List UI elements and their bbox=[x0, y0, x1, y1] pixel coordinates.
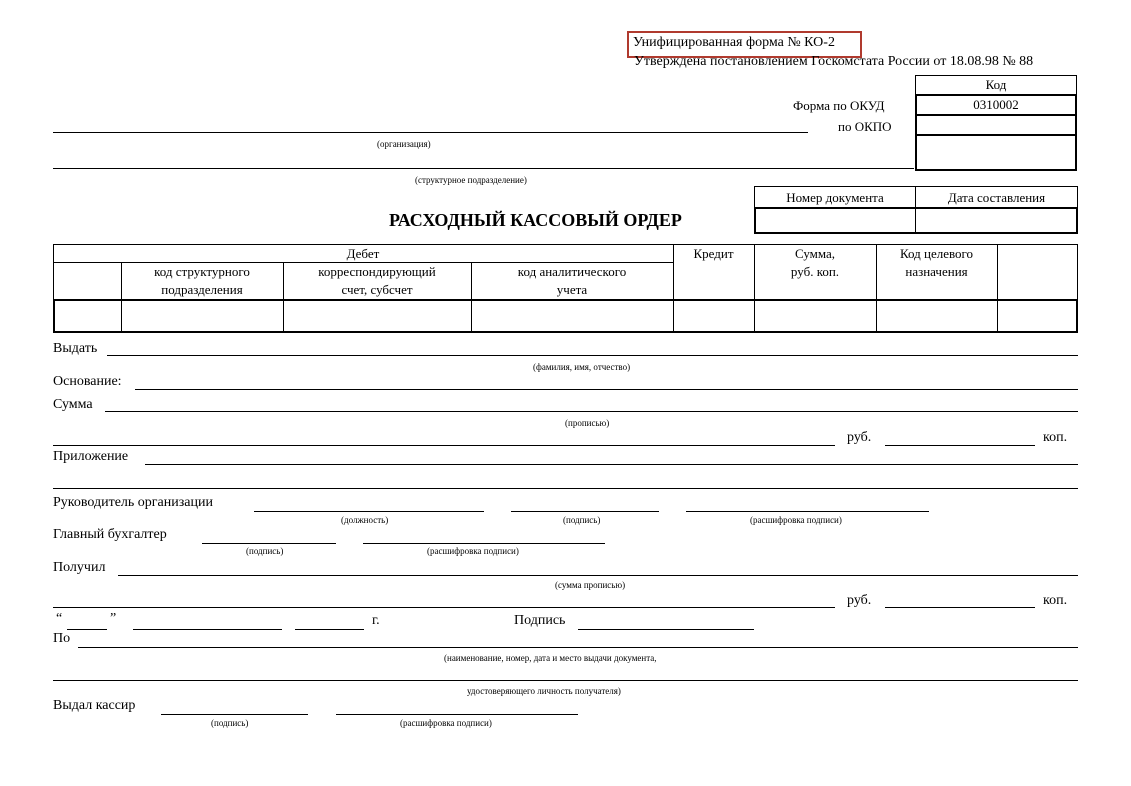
kassir-label: Выдал кассир bbox=[53, 698, 136, 713]
okud-value: 0310002 bbox=[973, 97, 1019, 112]
glavbuh-podpis-line[interactable] bbox=[202, 543, 336, 544]
page-title: РАСХОДНЫЙ КАССОВЫЙ ОРДЕР bbox=[389, 210, 682, 230]
summa-line-2[interactable] bbox=[53, 445, 835, 446]
rub-label-1: руб. bbox=[847, 430, 872, 445]
ruk-rasshifrovka-caption: (расшифровка подписи) bbox=[750, 515, 842, 525]
po-line-2[interactable] bbox=[53, 680, 1078, 681]
god-label: г. bbox=[372, 613, 380, 628]
col-anal-l2: учета bbox=[556, 282, 588, 297]
osnovanie-line[interactable] bbox=[135, 389, 1078, 390]
glavbuh-label: Главный бухгалтер bbox=[53, 527, 167, 542]
extra-code-field[interactable] bbox=[915, 134, 1077, 171]
doc-caption-2: удостоверяющего личность получателя) bbox=[467, 686, 621, 696]
debet-subline bbox=[53, 262, 673, 263]
year-line[interactable] bbox=[295, 629, 364, 630]
glavbuh-rasshifrovka-line[interactable] bbox=[363, 543, 605, 544]
po-label: По bbox=[53, 631, 71, 646]
target-l1: Код целевого bbox=[899, 246, 974, 261]
okud-label: Форма по ОКУД bbox=[793, 98, 885, 113]
podpis-label: Подпись bbox=[514, 613, 566, 628]
fio-caption: (фамилия, имя, отчество) bbox=[533, 362, 631, 372]
sum-l2: руб. коп. bbox=[790, 264, 840, 279]
okpo-label: по ОКПО bbox=[838, 119, 892, 134]
vydat-line[interactable] bbox=[107, 355, 1078, 356]
kod-label: Код bbox=[985, 77, 1007, 92]
ruk-podpis-line[interactable] bbox=[511, 511, 659, 512]
approved-text: Утверждена постановлением Госкомстата России от 18.08.98 № 88 bbox=[634, 54, 1034, 69]
doc-caption-1: (наименование, номер, дата и место выдачи документа, bbox=[444, 653, 657, 663]
kassir-podpis-caption: (подпись) bbox=[211, 718, 249, 728]
accounts-data-row[interactable] bbox=[53, 299, 1078, 333]
prilozhenie-label: Приложение bbox=[53, 449, 129, 464]
rub-label-2: руб. bbox=[847, 593, 872, 608]
kop-label-2: коп. bbox=[1043, 593, 1068, 608]
kassir-rasshifrovka-caption: (расшифровка подписи) bbox=[400, 718, 492, 728]
ruk-rasshifrovka-line[interactable] bbox=[686, 511, 929, 512]
ruk-dolzhnost-caption: (должность) bbox=[341, 515, 389, 525]
osnovanie-label: Основание: bbox=[53, 374, 122, 389]
doc-values-box[interactable] bbox=[754, 207, 1078, 234]
poluchil-line-2[interactable] bbox=[53, 607, 835, 608]
ruk-podpis-caption: (подпись) bbox=[563, 515, 601, 525]
col-dept-l2: подразделения bbox=[161, 282, 243, 297]
col-corr-l2: счет, субсчет bbox=[341, 282, 413, 297]
day-line[interactable] bbox=[67, 629, 107, 630]
summa-line[interactable] bbox=[105, 411, 1078, 412]
doc-date-label: Дата составления bbox=[947, 190, 1046, 205]
kop-line-1[interactable] bbox=[885, 445, 1035, 446]
quote-open: “ bbox=[56, 611, 63, 626]
doc-num-label: Номер документа bbox=[786, 190, 884, 205]
summa-label: Сумма bbox=[53, 397, 93, 412]
org-caption: (организация) bbox=[377, 139, 431, 149]
col-corr-l1: корреспондирующий bbox=[318, 264, 436, 279]
kop-label-1: коп. bbox=[1043, 430, 1068, 445]
okpo-field[interactable] bbox=[915, 114, 1077, 136]
credit-header: Кредит bbox=[693, 246, 734, 261]
org-line[interactable] bbox=[53, 132, 808, 133]
kassir-rasshifrovka-line[interactable] bbox=[336, 714, 578, 715]
quote-close: ” bbox=[110, 611, 117, 626]
rukovoditel-label: Руководитель организации bbox=[53, 495, 213, 510]
col-dept-l1: код структурного bbox=[154, 264, 250, 279]
kassir-podpis-line[interactable] bbox=[161, 714, 308, 715]
col-anal-l1: код аналитического bbox=[517, 264, 627, 279]
debet-header: Дебет bbox=[346, 246, 380, 261]
dept-caption: (структурное подразделение) bbox=[415, 175, 527, 185]
dept-line[interactable] bbox=[53, 168, 914, 169]
poluchil-label: Получил bbox=[53, 560, 106, 575]
month-line[interactable] bbox=[133, 629, 282, 630]
sum-l1: Сумма, bbox=[794, 246, 836, 261]
prilozhenie-line-2[interactable] bbox=[53, 488, 1078, 489]
glavbuh-rasshifrovka-caption: (расшифровка подписи) bbox=[427, 546, 519, 556]
propisyu-caption: (прописью) bbox=[565, 418, 610, 428]
glavbuh-podpis-caption: (подпись) bbox=[246, 546, 284, 556]
summa-propisyu-caption: (сумма прописью) bbox=[555, 580, 626, 590]
form-name: Унифицированная форма № КО-2 bbox=[633, 35, 835, 50]
ruk-dolzhnost-line[interactable] bbox=[254, 511, 484, 512]
target-l2: назначения bbox=[905, 264, 968, 279]
vydat-label: Выдать bbox=[53, 341, 98, 356]
po-line[interactable] bbox=[78, 647, 1078, 648]
prilozhenie-line[interactable] bbox=[145, 464, 1078, 465]
kod-header-box bbox=[915, 75, 1077, 95]
kop-line-2[interactable] bbox=[885, 607, 1035, 608]
poluchil-line[interactable] bbox=[118, 575, 1078, 576]
podpis-line[interactable] bbox=[578, 629, 754, 630]
